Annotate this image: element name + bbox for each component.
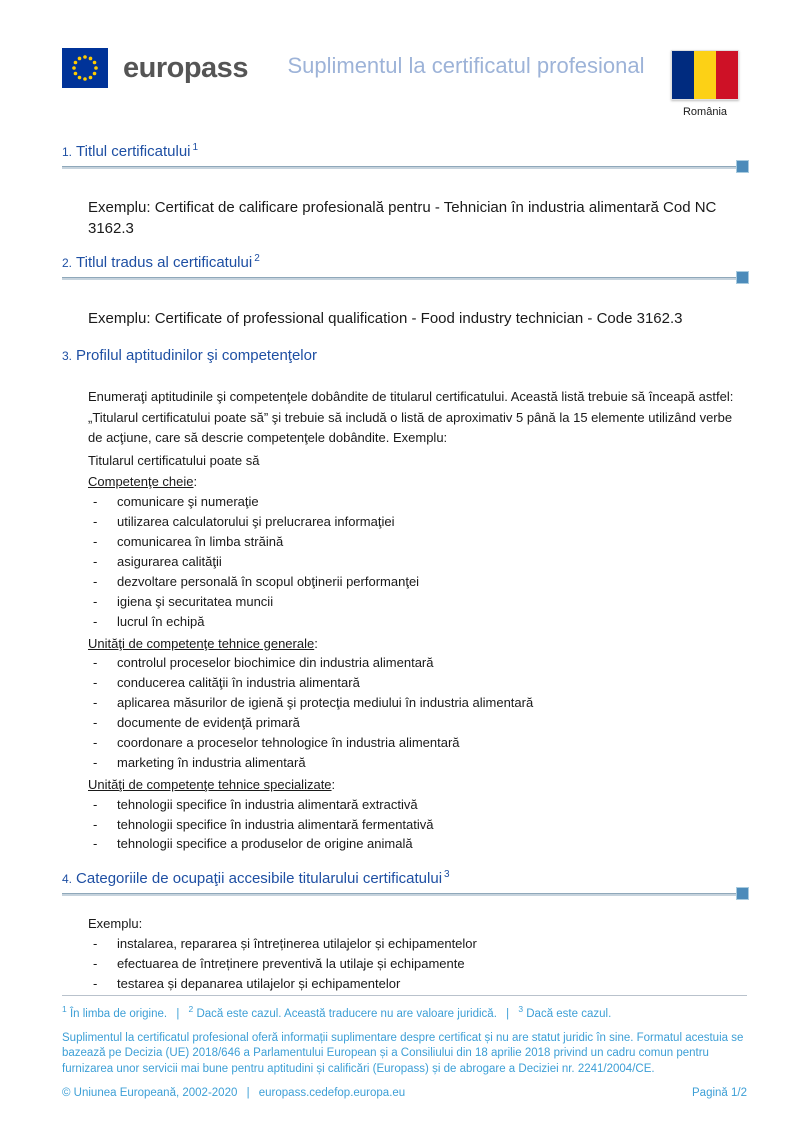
list-item-text: igiena şi securitatea muncii — [117, 593, 274, 609]
list-item-text: coordonare a proceselor tehnologice în industria alimentară — [117, 734, 460, 750]
main-content — [0, 142, 800, 993]
section-1 — [62, 142, 747, 239]
list-item — [88, 755, 747, 772]
group-label-colon: : — [314, 635, 318, 651]
country-label: România — [682, 106, 728, 118]
copyright-text: © Uniunea Europeană, 2002-2020 — [62, 1087, 238, 1100]
list-item-text: instalarea, repararea și întreținerea utilajelor și echipamentelor — [117, 935, 477, 951]
section-title: Categoriile de ocupaţii accesibile titularului certificatului — [76, 870, 443, 888]
section-title: Titlul certificatului — [76, 143, 191, 160]
list-item-dash: - — [93, 655, 98, 671]
footnote-sup: 2 — [188, 1004, 194, 1014]
list-item-dash: - — [93, 816, 98, 832]
list-item-text: aplicarea măsurilor de igienă şi protecţia mediului în industria alimentară — [117, 695, 534, 711]
list-item-dash: - — [93, 613, 98, 629]
list-item-dash: - — [93, 695, 98, 711]
section-rule — [62, 893, 747, 896]
footer — [62, 995, 747, 1099]
footnote-sup: 1 — [62, 1004, 67, 1014]
section-number: 1. — [62, 145, 73, 159]
list-item — [88, 534, 747, 551]
section-number: 4. — [62, 872, 73, 887]
list-item — [88, 956, 747, 973]
section-4 — [62, 869, 747, 992]
list-item — [88, 554, 747, 571]
footer-left — [62, 1087, 405, 1099]
list-item-dash: - — [93, 715, 98, 731]
list-item-text: comunicare şi numeraţie — [117, 494, 259, 510]
europass-wordmark: europass — [123, 51, 248, 84]
list-item — [88, 797, 747, 814]
list-item-text: utilizarea calculatorului şi prelucrarea informaţiei — [117, 514, 395, 530]
list-item — [88, 614, 747, 631]
occupations-list — [88, 936, 747, 993]
list-item-text: testarea și depanarea utilajelor și echipamentelor — [117, 975, 401, 991]
europass-logo — [62, 48, 272, 88]
list-item-dash: - — [93, 593, 98, 609]
group-label-text: Competenţe cheie — [88, 474, 194, 490]
section-footnote-ref: 2 — [254, 252, 260, 264]
list-item — [88, 514, 747, 531]
group-label-colon: : — [193, 474, 198, 490]
list-item — [88, 494, 747, 511]
section-2-heading — [62, 253, 747, 273]
footer-separator: | — [246, 1087, 250, 1100]
section-1-example-text: Exemplu: Certificat de calificare profesională pentru - Tehnician în industria alimentară Cod NC 3162.3 — [88, 198, 717, 237]
list-item-dash: - — [93, 935, 98, 951]
country-block — [660, 50, 750, 118]
competence-group-label — [88, 474, 747, 491]
list-item-text: comunicarea în limba străină — [117, 534, 284, 550]
rule-end-square — [736, 160, 749, 173]
list-item-text: lucrul în echipă — [117, 613, 205, 629]
section-title: Profilul aptitudinilor şi competenţelor — [76, 346, 317, 364]
specialized-technical-units-list — [88, 797, 747, 854]
list-item-dash: - — [93, 553, 98, 569]
section-3-heading — [62, 347, 747, 366]
list-item-text: controlul proceselor biochimice din industria alimentară — [117, 655, 434, 671]
section-3 — [62, 347, 747, 854]
list-item-dash: - — [93, 675, 98, 691]
footer-paragraph: Suplimentul la certificatul profesional oferă informații suplimentare despre certificat și nu are statut juridic în sine. Formatul acestuia se bazează pe Decizia (UE) 2018/646 a Parlamentului European și a Consiliului din 18 aprilie 2018 privind un cadru comun pentru furnizarea unor servicii mai bune pentru aptitudini și calificări (Europass) și de abrogare a Deciziei nr. 2241/2004/CE. — [62, 1031, 744, 1075]
section-title: Titlul tradus al certificatului — [76, 253, 253, 271]
list-item-text: tehnologii specifice a produselor de origine animală — [117, 836, 413, 852]
group-label-text: Unităţi de competenţe tehnice generale — [88, 635, 315, 651]
list-item-text: documente de evidenţă primară — [117, 715, 300, 731]
list-item-dash: - — [93, 573, 98, 589]
list-item-dash: - — [93, 955, 98, 971]
footnote-text: În limba de origine. — [69, 1007, 168, 1020]
section-rule — [62, 277, 747, 280]
footnote-text: Dacă este cazul. Această traducere nu are valoare juridică. — [196, 1007, 497, 1020]
section-rule — [62, 166, 747, 169]
section-number: 3. — [62, 348, 73, 363]
list-item — [88, 655, 747, 672]
footnote-2 — [188, 1004, 497, 1020]
section-footnote-ref: 1 — [192, 142, 199, 153]
page-number: Pagină 1/2 — [692, 1087, 747, 1100]
list-item-text: asigurarea calităţii — [117, 553, 222, 569]
competence-group-label — [88, 777, 747, 794]
section-3-intro-paragraph: Enumeraţi aptitudinile şi competenţele dobândite de titularul certificatului. Această listă trebuie să înceapă astfel: „Titularul certificatului poate să” şi trebuie să includă o listă de aproximativ 5 până la 15 elemente utilizând verbe de acţiune, care să descrie competenţele dobândite. Exemplu: — [88, 389, 734, 446]
rule-end-square — [736, 271, 749, 284]
list-item-dash: - — [93, 494, 98, 510]
section-1-heading — [62, 142, 747, 162]
list-item — [88, 735, 747, 752]
list-item — [88, 574, 747, 591]
footnote-text: Dacă este cazul. — [526, 1007, 612, 1020]
section-4-heading — [62, 869, 747, 889]
list-item — [88, 715, 747, 732]
footnote-separator: | — [506, 1007, 510, 1020]
header — [0, 0, 800, 118]
list-item-text: tehnologii specifice în industria alimentară fermentativă — [117, 816, 434, 832]
section-number: 2. — [62, 255, 73, 270]
footnote-3 — [518, 1004, 612, 1020]
list-item — [88, 976, 747, 993]
footnote-sup: 3 — [518, 1004, 524, 1014]
romania-flag-icon — [671, 50, 739, 100]
footnote-1 — [62, 1004, 168, 1020]
section-2-example-text: Exemplu: Certificate of professional qualification - Food industry technician - Code 3162.3 — [88, 309, 683, 327]
list-item-text: dezvoltare personală în scopul obţinerii performanţei — [117, 573, 420, 589]
list-item-dash: - — [93, 975, 98, 991]
list-item-dash: - — [93, 836, 98, 852]
list-item-text: marketing în industria alimentară — [117, 754, 306, 770]
list-item — [88, 936, 747, 953]
general-technical-units-list — [88, 655, 747, 771]
list-item-dash: - — [93, 734, 98, 750]
competence-group-label — [88, 636, 747, 653]
eu-flag-icon — [62, 48, 108, 88]
section-3-lead-text: Titularul certificatului poate să — [88, 452, 260, 468]
list-item-text: conducerea calităţii în industria alimentară — [117, 675, 360, 691]
footer-bottom-row — [62, 1087, 747, 1099]
section-2 — [62, 253, 747, 329]
list-item-dash: - — [93, 754, 98, 770]
footnotes-row — [62, 1004, 747, 1020]
list-item-text: efectuarea de întreținere preventivă la utilaje și echipamente — [117, 955, 465, 971]
group-label-colon: : — [331, 776, 336, 792]
list-item-dash: - — [93, 514, 98, 530]
website-link[interactable]: europass.cedefop.europa.eu — [258, 1087, 406, 1100]
rule-end-square — [736, 887, 749, 900]
section-footnote-ref: 3 — [444, 869, 450, 881]
list-item — [88, 817, 747, 834]
list-item-text: tehnologii specifice în industria alimentară extractivă — [117, 796, 418, 812]
list-item — [88, 695, 747, 712]
group-label-text: Unităţi de competenţe tehnice specializate — [88, 776, 332, 792]
list-item-dash: - — [93, 796, 98, 812]
key-competences-list — [88, 494, 747, 630]
page-title: Suplimentul la certificatul profesional — [287, 53, 645, 78]
list-item — [88, 594, 747, 611]
section-4-lead-text: Exemplu: — [88, 916, 143, 932]
list-item — [88, 836, 747, 853]
footnote-separator: | — [176, 1007, 180, 1020]
list-item — [88, 675, 747, 692]
list-item-dash: - — [93, 534, 98, 550]
